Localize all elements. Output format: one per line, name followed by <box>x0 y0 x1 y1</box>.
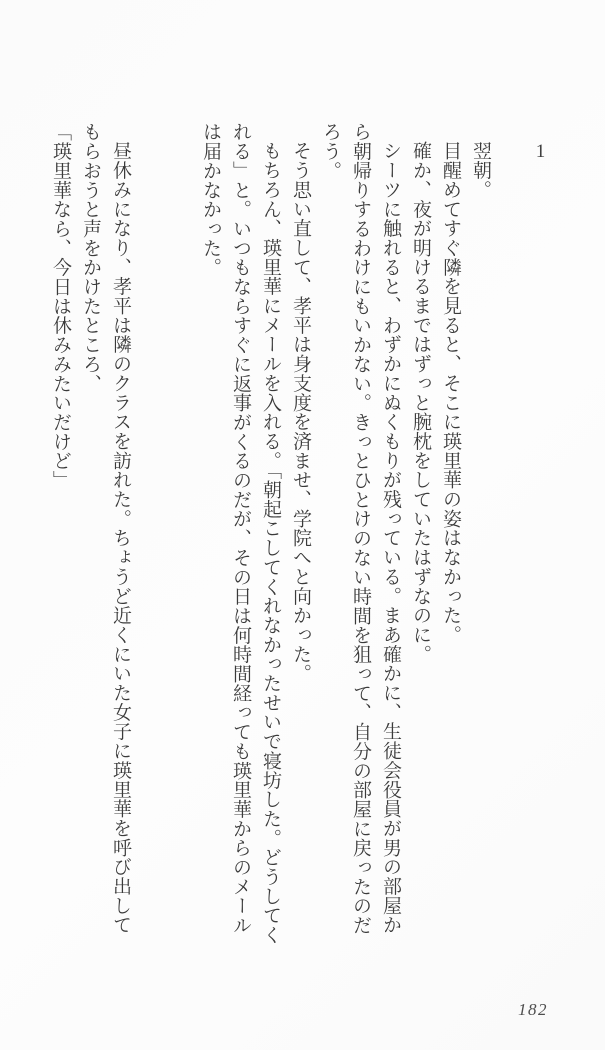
blank-line <box>135 122 165 936</box>
text-line: もらおうと声をかけたところ、 <box>80 122 101 393</box>
blank-line <box>495 122 525 936</box>
text-line: 昼休みになり、孝平は隣のクラスを訪れた。ちょうど近くにいた女子に瑛里華を呼び出して <box>110 141 131 935</box>
text-line: そう思い直して、孝平は身支度を済ませ、学院へと向かった。 <box>290 141 311 683</box>
text-line: もちろん、瑛里華にメールを入れる。「朝起こしてくれなかったせいで寝坊した。どうしてく <box>260 141 281 945</box>
section-number: 1 <box>530 141 551 163</box>
text-line: 確か、夜が明けるまではずっと腕枕をしていたはずなのに。 <box>410 141 431 664</box>
vertical-text-block <box>45 122 555 945</box>
blank-line <box>165 122 195 936</box>
text-line: 目醒めてすぐ隣を見ると、そこに瑛里華の姿はなかった。 <box>440 141 461 645</box>
text-line: 「瑛里華なら、今日は休みみたいだけど」 <box>50 122 71 490</box>
text-line: 翌朝。 <box>470 141 491 200</box>
text-line: れる」と。いつもならすぐに返事がくるのだが、その日は何時間経っても瑛里華からのメール <box>230 122 251 935</box>
page-number: 182 <box>518 1000 548 1019</box>
text-line: ろう。 <box>320 122 341 181</box>
text-line: は届かなかった。 <box>200 122 221 277</box>
text-line: ら朝帰りするわけにもいかない。きっとひとけのない時間を狙って、自分の部屋に戻ったのだ <box>350 122 371 935</box>
text-line: シーツに触れると、わずかにぬくもりが残っている。まあ確かに、生徒会役員が男の部屋か <box>380 141 401 935</box>
